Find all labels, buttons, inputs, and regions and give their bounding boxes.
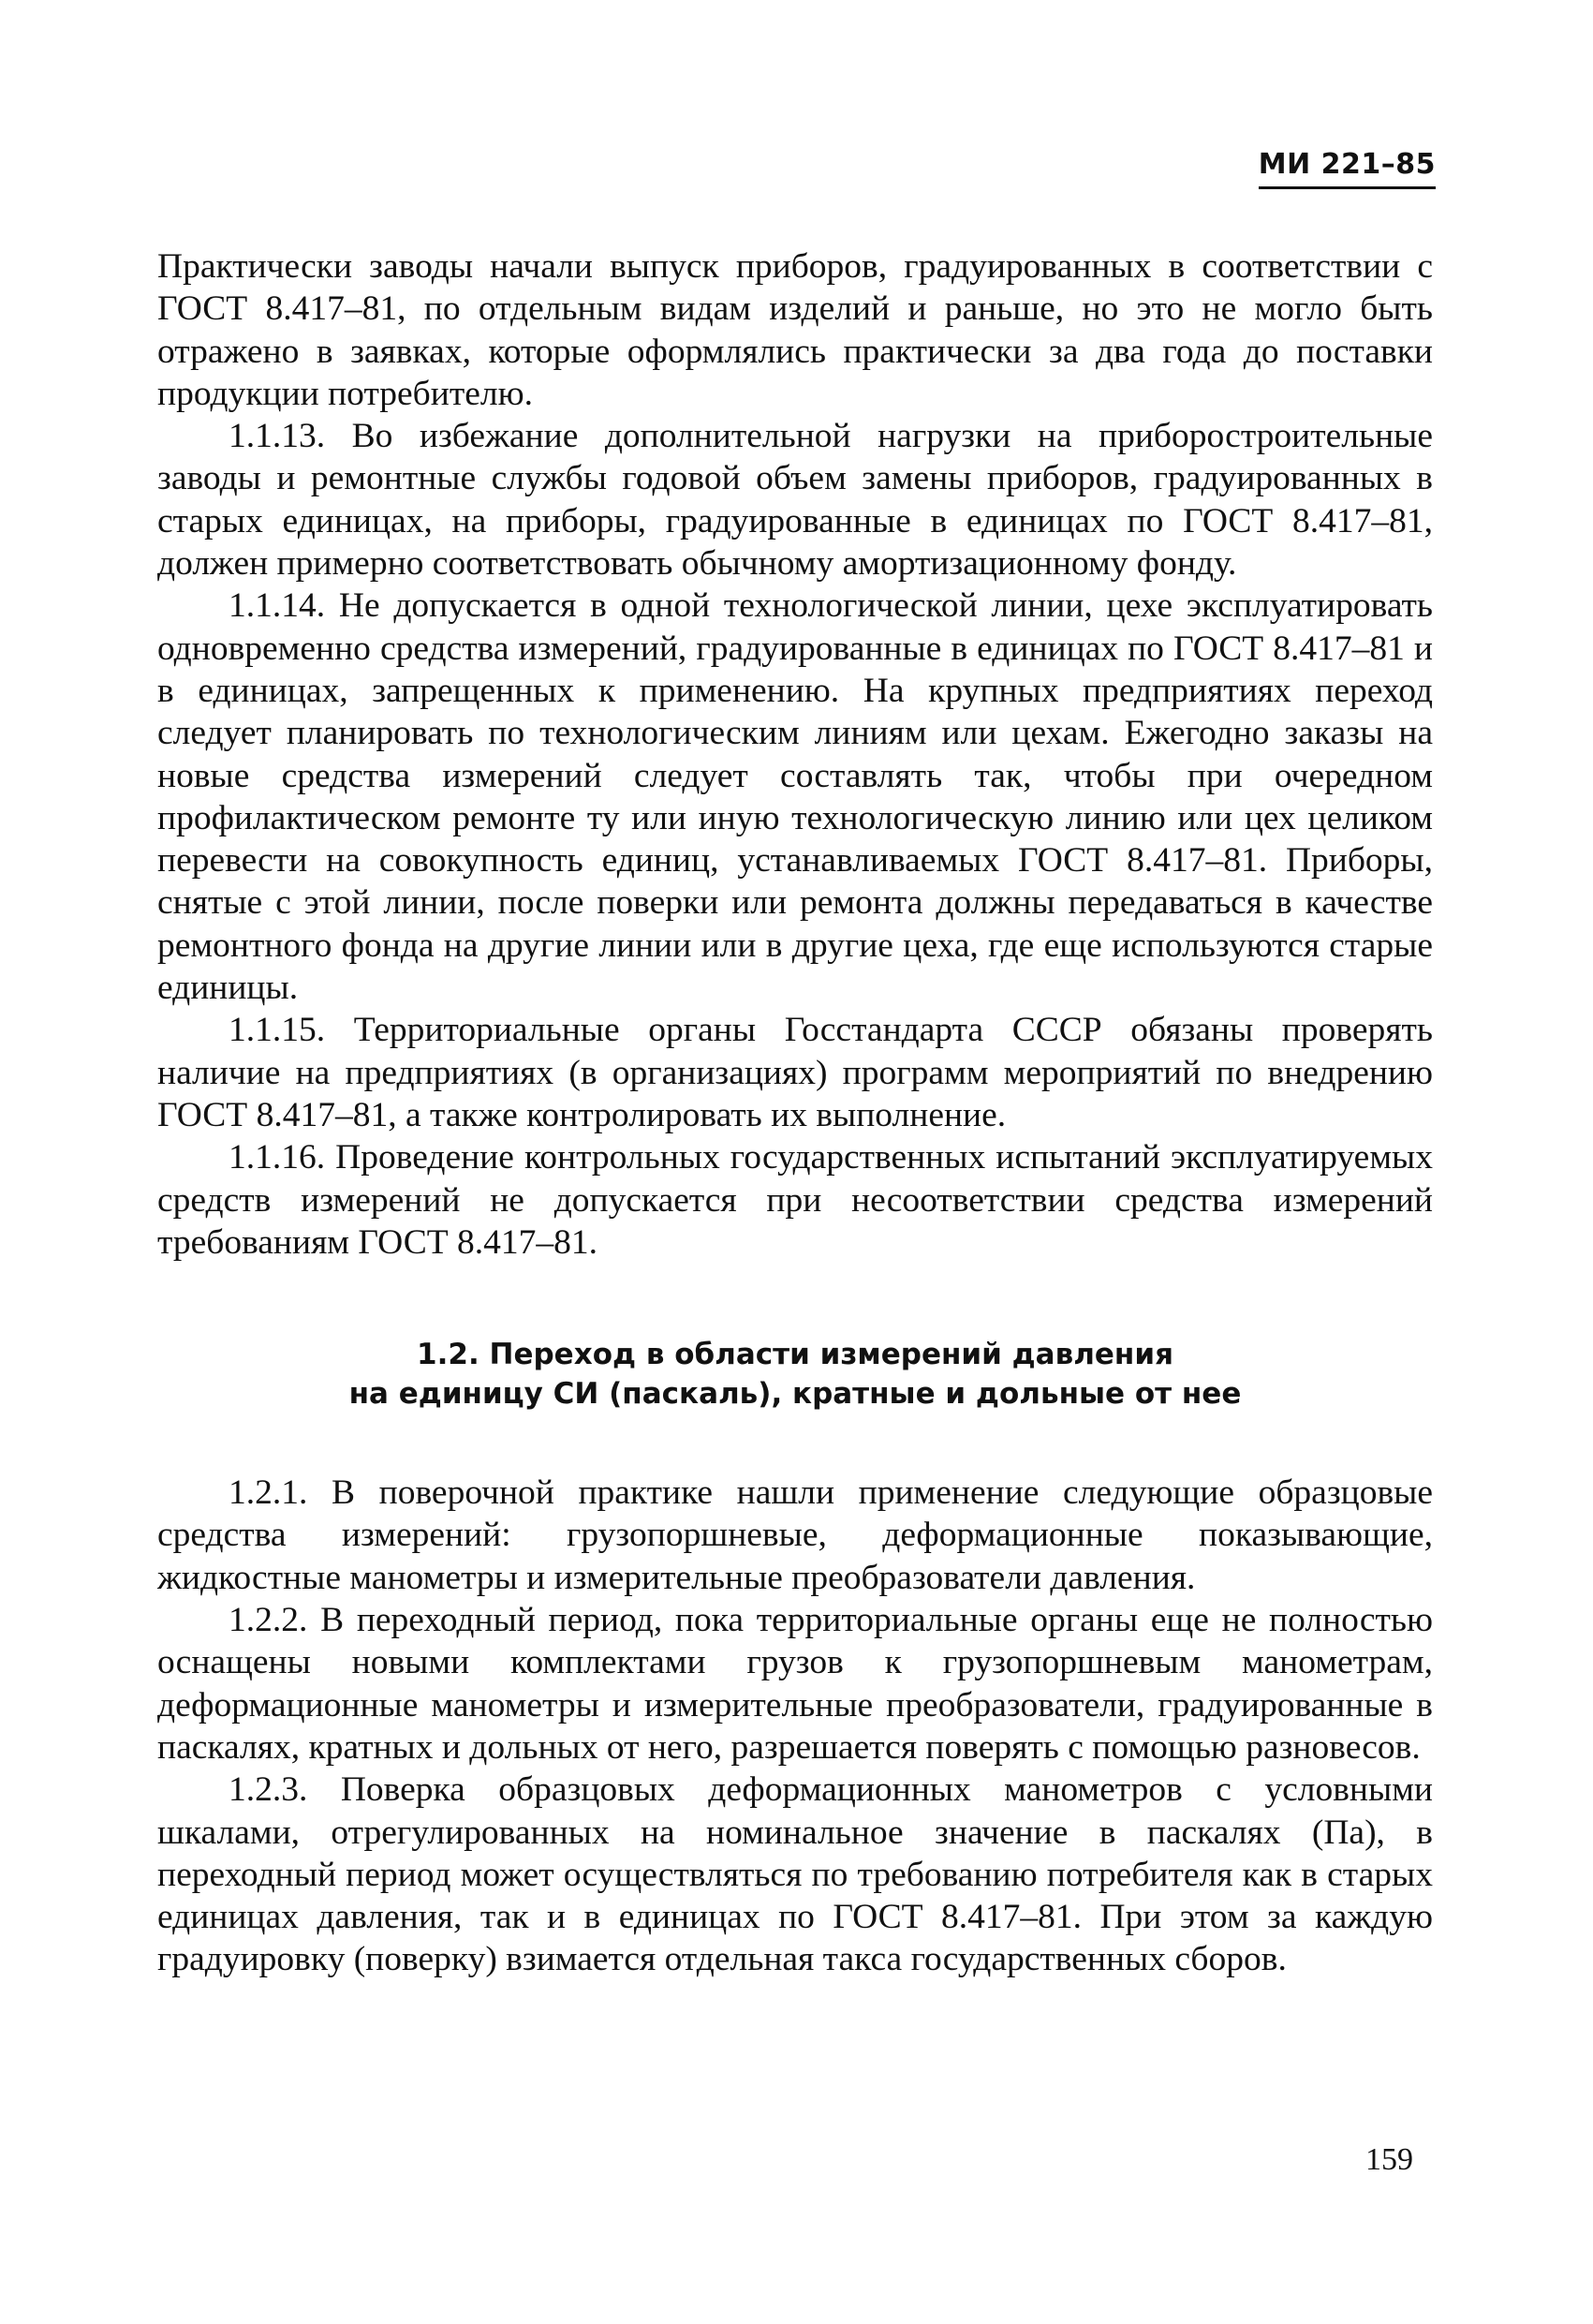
paragraph-1-1-15: 1.1.15. Территориальные органы Госстандарта СССР обязаны проверять наличие на предприятиях (в организациях) программ мероприятий по внедрению ГОСТ 8.417–81, а также контролировать их выполнение. [157, 1011, 1433, 1134]
paragraph-1-2-2: 1.2.2. В переходный период, пока территориальные органы еще не полностью оснащены новыми комплектами грузов к грузопоршневым манометрам, деформационные манометры и измерительные преобразователи, градуированные в паскалях, кратных и дольных от него, разрешается поверять с помощью разновесов. [157, 1601, 1433, 1767]
paragraph-continuation: Практически заводы начали выпуск приборов, градуированных в соответствии с ГОСТ 8.417–81, по отдельным видам изделий и раньше, но это не могло быть отражено в заявках, которые оформлялись практически за два года до поставки продукции потребителю. [157, 247, 1433, 413]
document-body [157, 245, 1433, 1981]
paragraph-1-1-13: 1.1.13. Во избежание дополнительной нагрузки на приборостроительные заводы и ремонтные службы годовой объем замены приборов, градуированных в старых единицах, на приборы, градуированные в единицах по ГОСТ 8.417–81, должен примерно соответствовать обычному амортизационному фонду. [157, 417, 1433, 584]
section-heading [157, 1335, 1433, 1414]
section-heading-line-1: 1.2. Переход в области измерений давления [417, 1338, 1173, 1372]
paragraph-1-2-3: 1.2.3. Поверка образцовых деформационных манометров с условными шкалами, отрегулированных на номинальное значение в паскалях (Па), в переходный период может осуществляться по требованию потребителя как в старых единицах давления, так и в единицах по ГОСТ 8.417–81. При этом за каждую градуировку (поверку) взимается отдельная такса государственных сборов. [157, 1770, 1433, 1979]
paragraph-1-1-16: 1.1.16. Проведение контрольных государственных испытаний эксплуатируемых средств измерений не допускается при несоответствии средства измерений требованиям ГОСТ 8.417–81. [157, 1138, 1433, 1262]
section-heading-line-2: на единицу СИ (паскаль), кратные и дольные от нее [348, 1377, 1242, 1412]
paragraph-1-2-1: 1.2.1. В поверочной практике нашли применение следующие образцовые средства измерений: грузопоршневые, деформационные показывающие, жидкостные манометры и измерительные преобразователи давления. [157, 1473, 1433, 1597]
page-number: 159 [1365, 2142, 1413, 2177]
document-code-header: МИ 221–85 [1259, 148, 1436, 189]
paragraph-1-1-14: 1.1.14. Не допускается в одной технологической линии, цехе эксплуатировать одновременно средства измерений, градуированные в единицах по ГОСТ 8.417–81 и в единицах, запрещенных к применению. На крупных предприятиях переход следует планировать по технологическим линиям или цехам. Ежегодно заказы на новые средства измерений следует составлять так, чтобы при очередном профилактическом ремонте ту или иную технологическую линию или цех целиком перевести на совокупность единиц, устанавливаемых ГОСТ 8.417–81. Приборы, снятые с этой линии, после поверки или ремонта должны передаваться в качестве ремонтного фонда на другие линии или в другие цеха, где еще используются старые единицы. [157, 586, 1433, 1008]
